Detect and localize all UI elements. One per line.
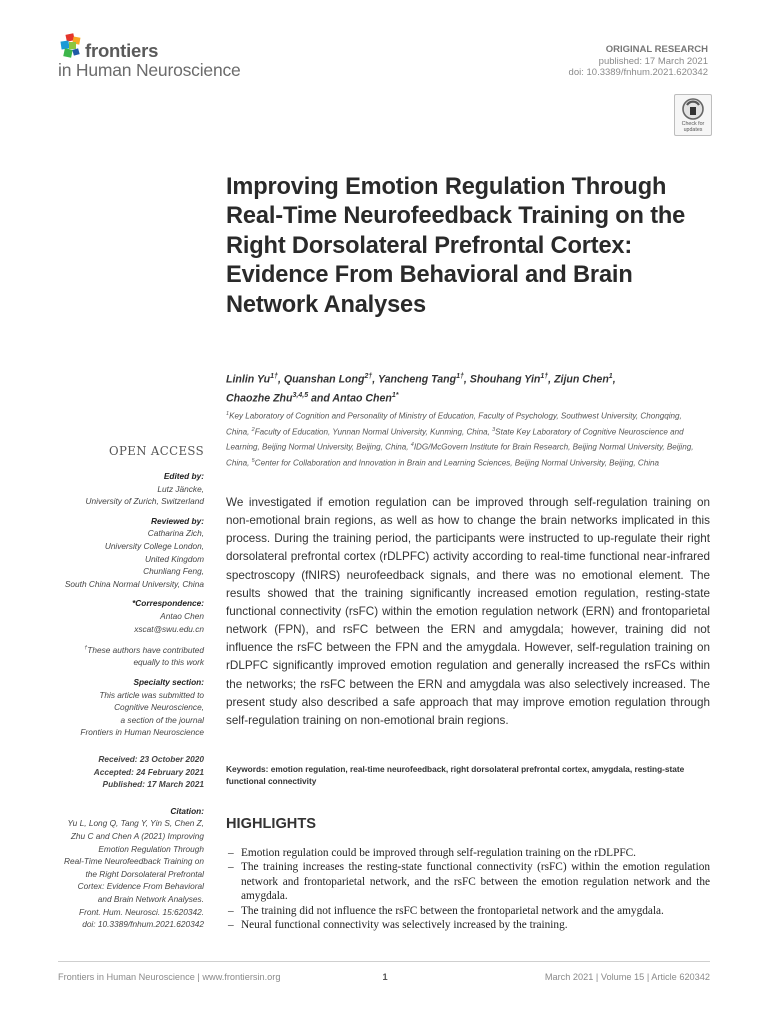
- affiliation-num: 4: [410, 442, 414, 449]
- open-access-label: OPEN ACCESS: [109, 444, 204, 458]
- author-sup: 2†: [364, 373, 373, 380]
- correspondence-label: *Correspondence:: [132, 598, 204, 609]
- specialty-line: Cognitive Neuroscience,: [114, 702, 204, 713]
- citation-line: and Brain Network Analyses.: [97, 893, 204, 904]
- author[interactable]: Antao Chen: [332, 392, 392, 405]
- journal-name: in Human Neuroscience: [58, 60, 241, 80]
- reviewer-affiliation: United Kingdom: [144, 553, 204, 564]
- highlight-item: – Neural functional connectivity was selectively increased by the training.: [228, 919, 568, 932]
- affiliation-num: 5: [251, 457, 255, 464]
- affiliation: Center for Collaboration and Innovation in Brain and Learning Sciences, Beijing Normal University, Beijing, China: [254, 458, 660, 468]
- author[interactable]: Chaozhe Zhu: [226, 392, 293, 405]
- highlights-list: [226, 846, 710, 932]
- published-date: published: 17 March 2021: [598, 55, 708, 67]
- author-sup: 1†: [456, 373, 464, 380]
- correspondence-name: Antao Chen: [160, 610, 204, 621]
- specialty-label: Specialty section:: [133, 677, 204, 688]
- specialty-line: a section of the journal: [120, 714, 204, 725]
- citation-line: Yu L, Long Q, Tang Y, Yin S, Chen Z,: [67, 818, 204, 829]
- accepted-date: Accepted: 24 February 2021: [93, 766, 204, 777]
- edited-by-label: Edited by:: [163, 471, 204, 481]
- citation-line: Real-Time Neurofeedback Training on: [64, 856, 204, 867]
- highlight-text: Neural functional connectivity was selectively increased by the training.: [241, 919, 568, 932]
- footer-journal-link[interactable]: Frontiers in Human Neuroscience | www.frontiersin.org: [58, 972, 281, 982]
- citation-line: Front. Hum. Neurosci. 15:620342.: [79, 906, 204, 917]
- keywords-list: emotion regulation, real-time neurofeedback, right dorsolateral prefrontal cortex, amygdala, resting-state functional connectivity: [226, 764, 685, 787]
- author[interactable]: Linlin Yu: [226, 373, 271, 386]
- article-type: ORIGINAL RESEARCH: [605, 44, 708, 55]
- highlight-text: Emotion regulation could be improved through self-regulation training on the rDLPFC.: [241, 847, 637, 859]
- reviewer-affiliation: South China Normal University, China: [64, 578, 204, 589]
- reviewed-by-block: [40, 515, 204, 591]
- author-sup: 1: [608, 373, 613, 380]
- citation-line: Emotion Regulation Through: [98, 843, 204, 854]
- equal-contribution-line: equally to this work: [133, 657, 204, 668]
- check-updates-icon: [675, 95, 711, 123]
- affiliation-num: 2: [251, 426, 255, 433]
- frontiers-logo-icon: [58, 33, 84, 61]
- equal-contribution-note: †These authors have contributed equally to this work: [40, 642, 204, 669]
- specialty-line: Frontiers in Human Neuroscience: [80, 727, 204, 738]
- citation-line: Zhu C and Chen A (2021) Improving: [70, 831, 204, 842]
- published-date-sidebar: Published: 17 March 2021: [102, 779, 204, 790]
- highlight-text: The training did not influence the rsFC between the frontoparietal network and the amygdala.: [241, 904, 664, 917]
- reviewer-name[interactable]: Chunliang Feng,: [143, 566, 204, 577]
- check-updates-label: Check for updates: [681, 121, 705, 133]
- affiliation-num: 3: [492, 426, 496, 433]
- brand-name: frontiers: [85, 40, 159, 61]
- footer-divider: [58, 961, 710, 962]
- highlight-item: – Emotion regulation could be improved through self-regulation training on the rDLPFC.: [228, 847, 637, 859]
- check-for-updates-button[interactable]: [674, 94, 712, 136]
- article-title: Improving Emotion Regulation Through Real-Time Neurofeedback Training on the Right Dorsolateral Prefrontal Cortex: Evidence From Behavioral and Brain Network Analyses: [226, 174, 686, 318]
- citation-doi[interactable]: doi: 10.3389/fnhum.2021.620342: [82, 919, 204, 930]
- editor-name[interactable]: Lutz Jäncke,: [157, 483, 204, 494]
- author[interactable]: Zijun Chen: [554, 373, 609, 386]
- author-sup: 1†: [540, 373, 549, 380]
- affiliation: IDG/McGovern Institute for Brain Research, Beijing Normal University, Beijing, China,: [226, 442, 694, 468]
- citation-label: Citation:: [170, 805, 204, 816]
- keywords: [226, 763, 710, 788]
- affiliation: Faculty of Education, Yunnan Normal University, Kunming, China,: [254, 427, 490, 437]
- author[interactable]: Yancheng Tang: [377, 373, 457, 386]
- highlights-heading: HIGHLIGHTS: [226, 816, 316, 832]
- dates-block: [40, 753, 204, 791]
- specialty-block: [40, 676, 204, 739]
- citation-block: [40, 805, 204, 931]
- affiliations: [226, 408, 704, 470]
- author-list: Linlin $Yu^{1\dagger}$, Quanshan Long$^{2\dagger}$, Yancheng Tang$^{1\dagger}$, Shouhang Yin$^{1\dagger}$, Zijun Chen$^1$, Chaozhe Zhu$^{3,4,5}$ and Antao Chen$^{1*}$: [226, 373, 616, 405]
- highlight-text: The training increases the resting-state functional connectivity (rsFC) within the emotion regulation network and frontoparietal network, and the rsFC between the emotion regulation network and the amygdala.: [241, 861, 710, 903]
- keywords-label: Keywords:: [226, 764, 269, 774]
- correspondence-block: [40, 597, 204, 635]
- affiliation: State Key Laboratory of Cognitive Neuroscience and Learning, Beijing Normal University, Beijing, China,: [226, 427, 684, 452]
- edited-by-block: [40, 470, 204, 508]
- abstract: We investigated if emotion regulation can be improved through self-regulation training on non-emotional brain regions, as well as how to change the brain networks implicated in this process. During the training period, the participants were instructed to up-regulate their right dorsolateral prefrontal cortex (rDLPFC) activity according to real-time functional near-infrared spectroscopy (fNIRS) neurofeedback signals, and there was no emotional element. The results showed that the training significantly increased emotion regulation, resting-state functional connectivity (rsFC) within the emotion regulation network (ERN) and frontoparietal network (FPN), and rsFC between the ERN and amygdala; however, training did not influence the rsFC between the FPN and the amygdala. However, self-regulation training on rDLPFC significantly improved emotion regulation and generally increased the rsFCs within the networks; the rsFC between the ERN and amygdala was also selectively increased. The present study also described a safe approach that may improve emotion regulation through self-regulation training on non-emotional brain regions.: [226, 496, 710, 727]
- author-sup: 3,4,5: [292, 392, 309, 400]
- reviewed-by-label: Reviewed by:: [150, 515, 204, 526]
- citation-line: Cortex: Evidence From Behavioral: [77, 881, 204, 892]
- article-meta: [569, 44, 708, 79]
- affiliation-num: 1: [226, 411, 230, 417]
- author-sup: 1†: [270, 373, 278, 380]
- footer-issue-info: March 2021 | Volume 15 | Article 620342: [544, 972, 710, 982]
- affiliation: Key Laboratory of Cognition and Personality of Ministry of Education, Faculty of Psychology, Southwest University, Chongqing, China,: [226, 411, 682, 437]
- article-info-sidebar: [40, 470, 204, 938]
- specialty-line: This article was submitted to: [99, 689, 204, 700]
- citation-line: the Right Dorsolateral Prefrontal: [85, 868, 204, 879]
- article-doi[interactable]: doi: 10.3389/fnhum.2021.620342: [568, 67, 708, 78]
- reviewer-name[interactable]: Catharina Zich,: [147, 528, 204, 539]
- page-number: 1: [382, 972, 388, 982]
- author[interactable]: Shouhang Yin: [469, 373, 541, 386]
- reviewer-affiliation: University College London,: [104, 540, 204, 551]
- editor-affiliation: University of Zurich, Switzerland: [85, 496, 204, 507]
- equal-contribution-line: These authors have contributed: [87, 644, 204, 655]
- highlight-item: – The training increases the resting-state functional connectivity (rsFC) within the emotion regulation network and frontoparietal network, and the rsFC between the emotion regulation network and the amygdala.: [228, 861, 710, 903]
- highlight-item: – The training did not influence the rsFC between the frontoparietal network and the amygdala.: [228, 904, 664, 917]
- author-sup: 1*: [391, 392, 399, 400]
- correspondence-email[interactable]: xscat@swu.edu.cn: [134, 623, 204, 634]
- received-date: Received: 23 October 2020: [98, 754, 204, 765]
- author[interactable]: Quanshan Long: [283, 373, 365, 386]
